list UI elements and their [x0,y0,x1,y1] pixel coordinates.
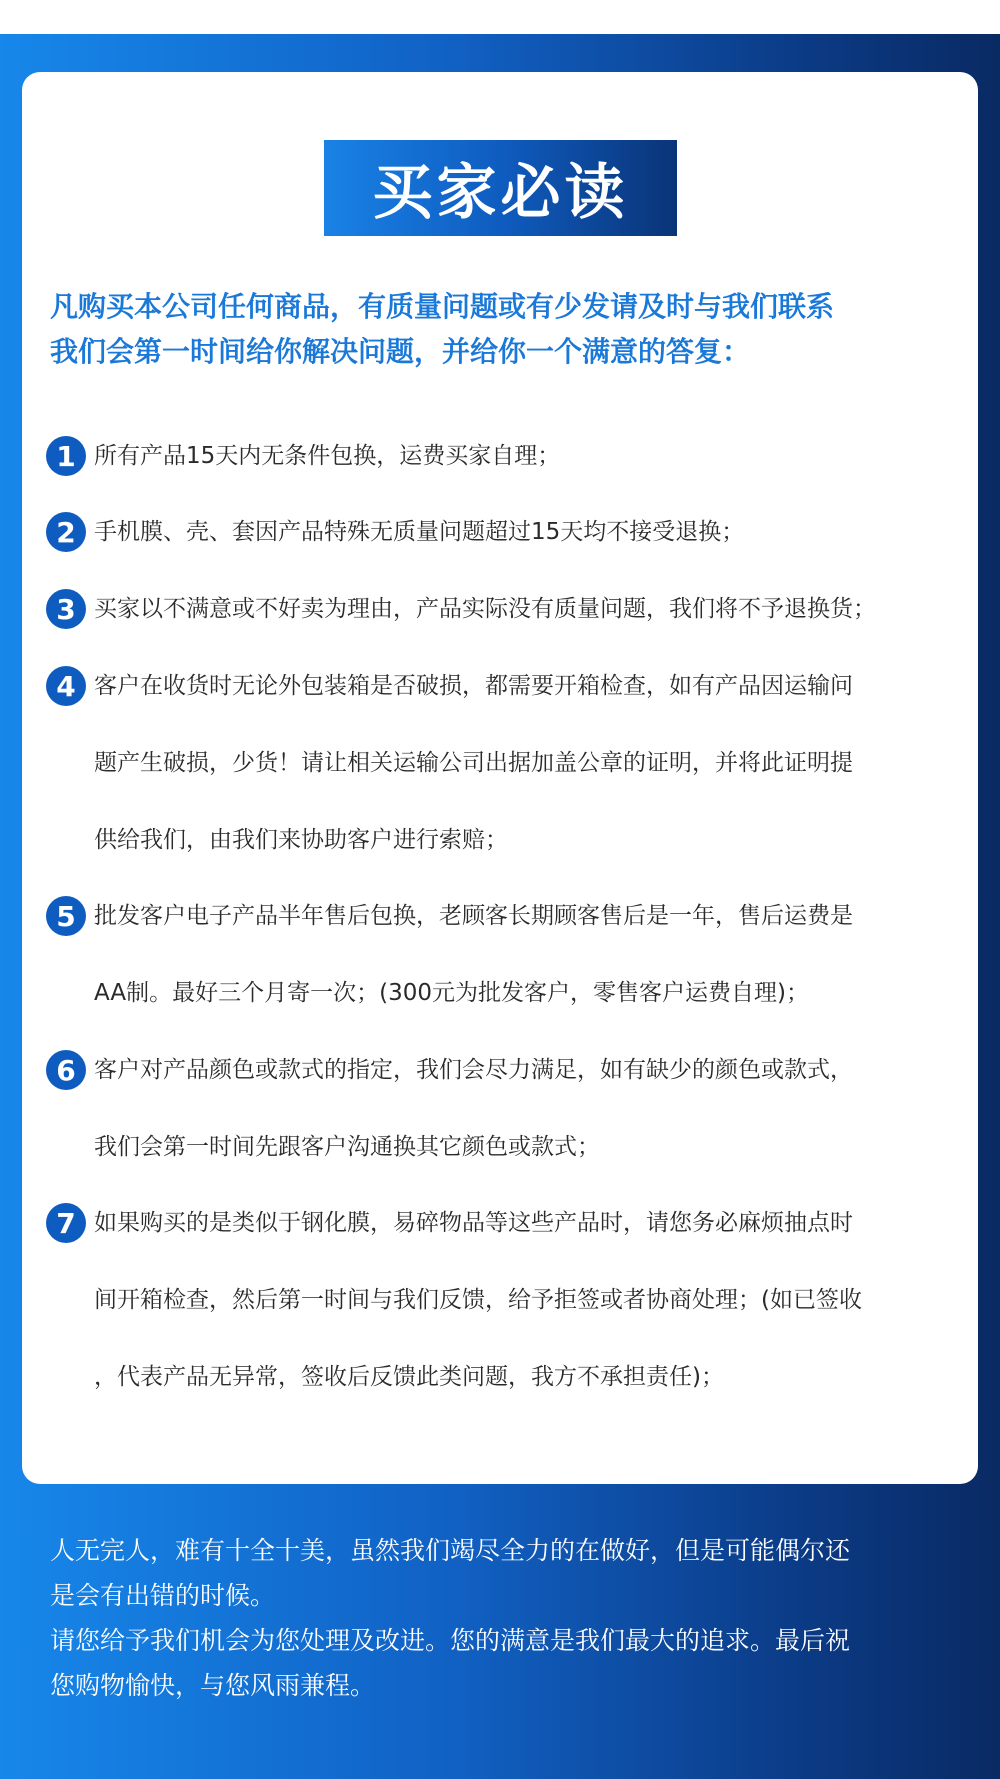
closing-message [50,1528,970,1708]
rule-line: 间开箱检查，然后第一时间与我们反馈，给予拒签或者协商处理；(如已签收 [94,1287,862,1313]
number-badge-icon [46,589,86,629]
rule-text [94,418,994,495]
badge-number: 1 [56,440,76,473]
badge-number: 5 [56,900,76,933]
rule-text [94,878,994,1032]
rule-line: AA制。最好三个月寄一次；(300元为批发客户，零售客户运费自理)； [94,980,809,1006]
badge-number: 3 [56,593,76,626]
badge-number: 7 [56,1207,76,1240]
intro-text [50,284,960,374]
rule-line: 我们会第一时间先跟客户沟通换其它颜色或款式； [94,1134,600,1160]
rule-text [94,1185,994,1416]
rule-text [94,1032,994,1186]
rule-line: ，代表产品无异常，签收后反馈此类问题，我方不承担责任)； [94,1364,724,1390]
footer-line: 是会有出错的时候。 [50,1581,276,1610]
rule-line: 客户对产品颜色或款式的指定，我们会尽力满足，如有缺少的颜色或款式， [94,1057,853,1083]
badge-number: 4 [56,670,76,703]
number-badge-icon [46,436,86,476]
rule-line: 所有产品15天内无条件包换，运费买家自理； [94,443,561,469]
badge-number: 6 [56,1054,76,1087]
page-title: 买家必读 [372,158,629,228]
rule-line: 批发客户电子产品半年售后包换，老顾客长期顾客售后是一年，售后运费是 [94,903,853,929]
intro-line: 凡购买本公司任何商品，有质量问题或有少发请及时与我们联系 [50,290,835,323]
rule-line: 供给我们，由我们来协助客户进行索赔； [94,827,508,853]
rule-text [94,571,994,648]
title-banner [324,140,677,236]
footer-line: 人无完人，难有十全十美，虽然我们竭尽全力的在做好，但是可能偶尔还 [50,1536,851,1565]
rule-line: 买家以不满意或不好卖为理由，产品实际没有质量问题，我们将不予退换货； [94,596,876,622]
rule-line: 如果购买的是类似于钢化膜，易碎物品等这些产品时，请您务必麻烦抽点时 [94,1210,853,1236]
badge-number: 2 [56,516,76,549]
footer-line: 请您给予我们机会为您处理及改进。您的满意是我们最大的追求。最后祝 [50,1626,851,1655]
rule-text [94,648,994,879]
number-badge-icon [46,512,86,552]
number-badge-icon [46,666,86,706]
intro-line: 我们会第一时间给你解决问题，并给你一个满意的答复： [50,335,751,368]
footer-line: 您购物愉快，与您风雨兼程。 [50,1671,376,1700]
rule-line: 题产生破损，少货！请让相关运输公司出据加盖公章的证明，并将此证明提 [94,750,853,776]
rule-line: 手机膜、壳、套因产品特殊无质量问题超过15天均不接受退换； [94,519,745,545]
number-badge-icon [46,896,86,936]
rule-text [94,494,994,571]
number-badge-icon [46,1203,86,1243]
rule-line: 客户在收货时无论外包装箱是否破损，都需要开箱检查，如有产品因运输问 [94,673,853,699]
number-badge-icon [46,1050,86,1090]
